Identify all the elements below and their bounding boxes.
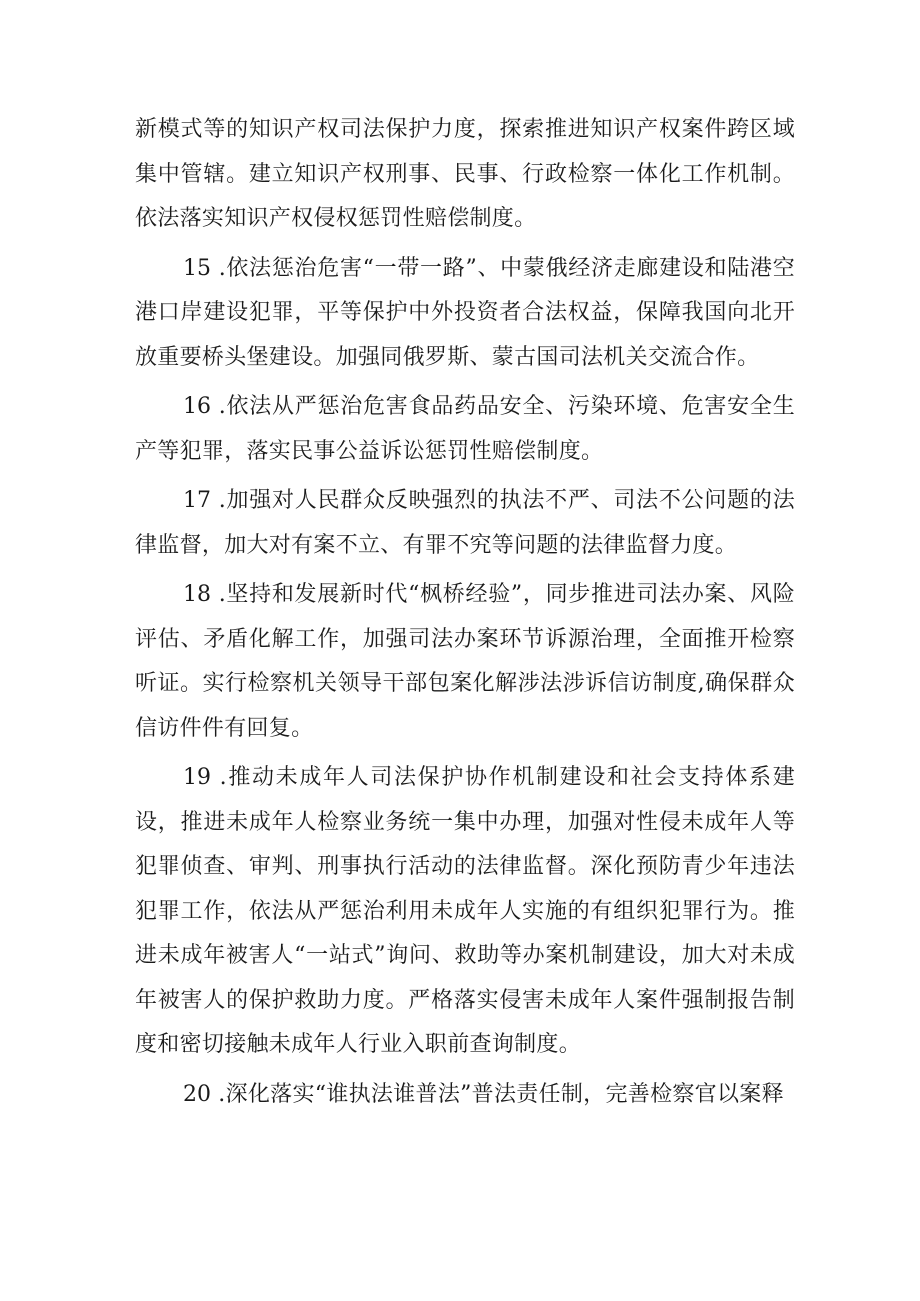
paragraph-item-16 <box>135 385 795 474</box>
item-number: 20 <box>183 1081 211 1107</box>
document-body <box>135 108 795 1122</box>
item-number: 15 <box>183 255 211 281</box>
paragraph-item-20 <box>135 1073 795 1118</box>
paragraph-item-19 <box>135 756 795 1068</box>
item-number: 18 <box>183 582 211 607</box>
item-number: 19 <box>183 765 211 790</box>
paragraph-item-15 <box>135 247 795 381</box>
paragraph-item-18 <box>135 573 795 751</box>
paragraph-text: .推动未成年人司法保护协作机制建设和社会支持体系建设，推进未成年人检察业务统一集中办理，加强对性侵未成年人等犯罪侦查、审判、刑事执行活动的法律监督。深化预防青少年违法犯罪工作，依法从严惩治利用未成年人实施的有组织犯罪行为。推进未成年被害人“一站式”询问、救助等办案机制建设，加大对未成年被害人的保护救助力度。严格落实侵害未成年人案件强制报告制度和密切接触未成年人行业入职前查询制度。 <box>135 765 795 1057</box>
paragraph-text: 新模式等的知识产权司法保护力度，探索推进知识产权案件跨区域集中管辖。建立知识产权刑事、民事、行政检察一体化工作机制。依法落实知识产权侵权惩罚性赔偿制度。 <box>135 117 795 231</box>
paragraph-text: .深化落实“谁执法谁普法”普法责任制，完善检察官以案释 <box>211 1081 784 1107</box>
paragraph-continued <box>135 108 795 242</box>
paragraph-text: .坚持和发展新时代“枫桥经验”，同步推进司法办案、风险评估、矛盾化解工作，加强司法办案环节诉源治理，全面推开检察听证。实行检察机关领导干部包案化解涉法涉诉信访制度,确保群众信访件件有回复。 <box>135 582 795 741</box>
paragraph-text: .依法惩治危害“一带一路”、中蒙俄经济走廊建设和陆港空港口岸建设犯罪，平等保护中外投资者合法权益，保障我国向北开放重要桥头堡建设。加强同俄罗斯、蒙古国司法机关交流合作。 <box>135 255 795 370</box>
item-number: 17 <box>183 488 211 513</box>
paragraph-text: .加强对人民群众反映强烈的执法不严、司法不公问题的法律监督，加大对有案不立、有罪不究等问题的法律监督力度。 <box>135 488 795 558</box>
paragraph-item-17 <box>135 479 795 568</box>
paragraph-text: .依法从严惩治危害食品药品安全、污染环境、危害安全生产等犯罪，落实民事公益诉讼惩罚性赔偿制度。 <box>135 394 795 464</box>
item-number: 16 <box>183 394 211 419</box>
